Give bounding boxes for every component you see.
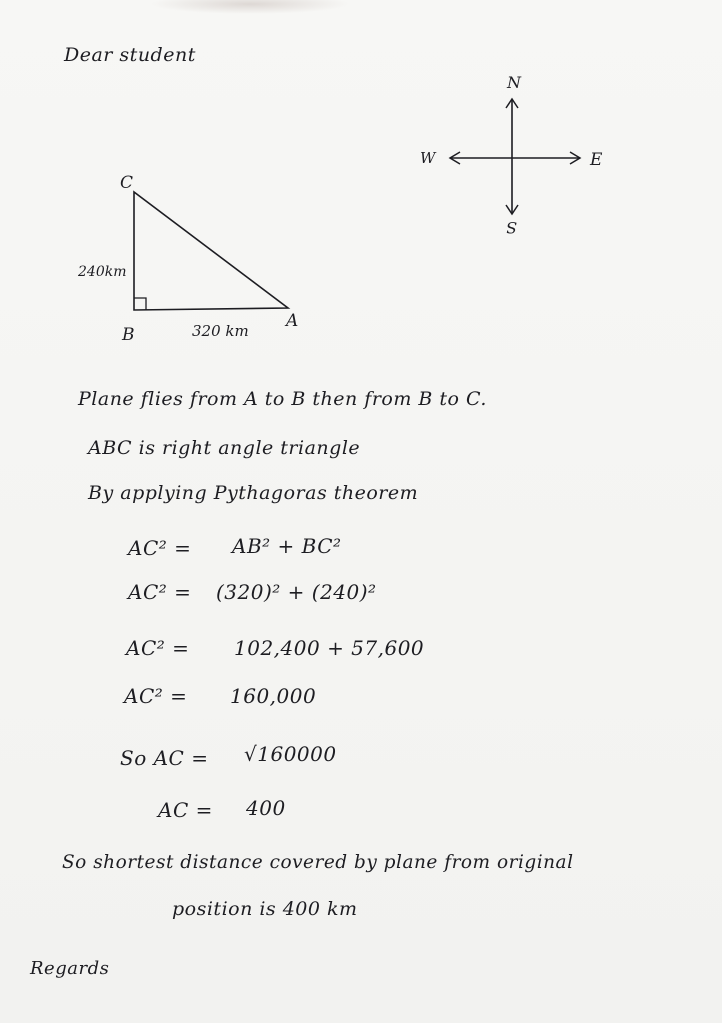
closing-regards: Regards — [30, 958, 110, 979]
conclusion-line-2: position is 400 km — [172, 898, 358, 920]
equation-2-lhs: AC² = — [128, 580, 192, 604]
equation-3-rhs: 102,400 + 57,600 — [234, 636, 425, 660]
right-angle-mark — [134, 298, 146, 310]
triangle-diagram — [70, 170, 330, 350]
side-bc-label: 240km — [78, 264, 127, 280]
equation-2-rhs: (320)² + (240)² — [216, 580, 377, 604]
compass-east-label: E — [590, 150, 603, 170]
vertex-c-label: C — [120, 173, 134, 193]
compass-west-label: W — [420, 149, 436, 167]
compass-diagram — [410, 68, 620, 243]
compass-north-label: N — [507, 73, 521, 92]
equation-4-rhs: 160,000 — [230, 684, 317, 708]
greeting: Dear student — [64, 44, 196, 66]
conclusion-line-1: So shortest distance covered by plane from original — [62, 852, 574, 873]
equation-6-lhs: AC = — [158, 798, 213, 822]
compass-south-label: S — [506, 218, 517, 237]
equation-5-lhs: So AC = — [120, 746, 209, 770]
equation-1-lhs: AC² = — [128, 536, 192, 560]
equation-4-lhs: AC² = — [124, 684, 188, 708]
equation-5-rhs: √160000 — [244, 742, 337, 766]
equation-1-rhs: AB² + BC² — [232, 534, 342, 558]
explanation-line-2: ABC is right angle triangle — [88, 437, 361, 459]
explanation-line-3: By applying Pythagoras theorem — [88, 482, 419, 504]
vertex-b-label: B — [122, 325, 135, 345]
explanation-line-1: Plane flies from A to B then from B to C. — [78, 388, 487, 410]
equation-3-lhs: AC² = — [126, 636, 190, 660]
vertex-a-label: A — [286, 311, 299, 331]
equation-6-rhs: 400 — [246, 796, 286, 820]
paper-smudge — [150, 0, 350, 14]
side-ab-label: 320 km — [192, 322, 249, 340]
